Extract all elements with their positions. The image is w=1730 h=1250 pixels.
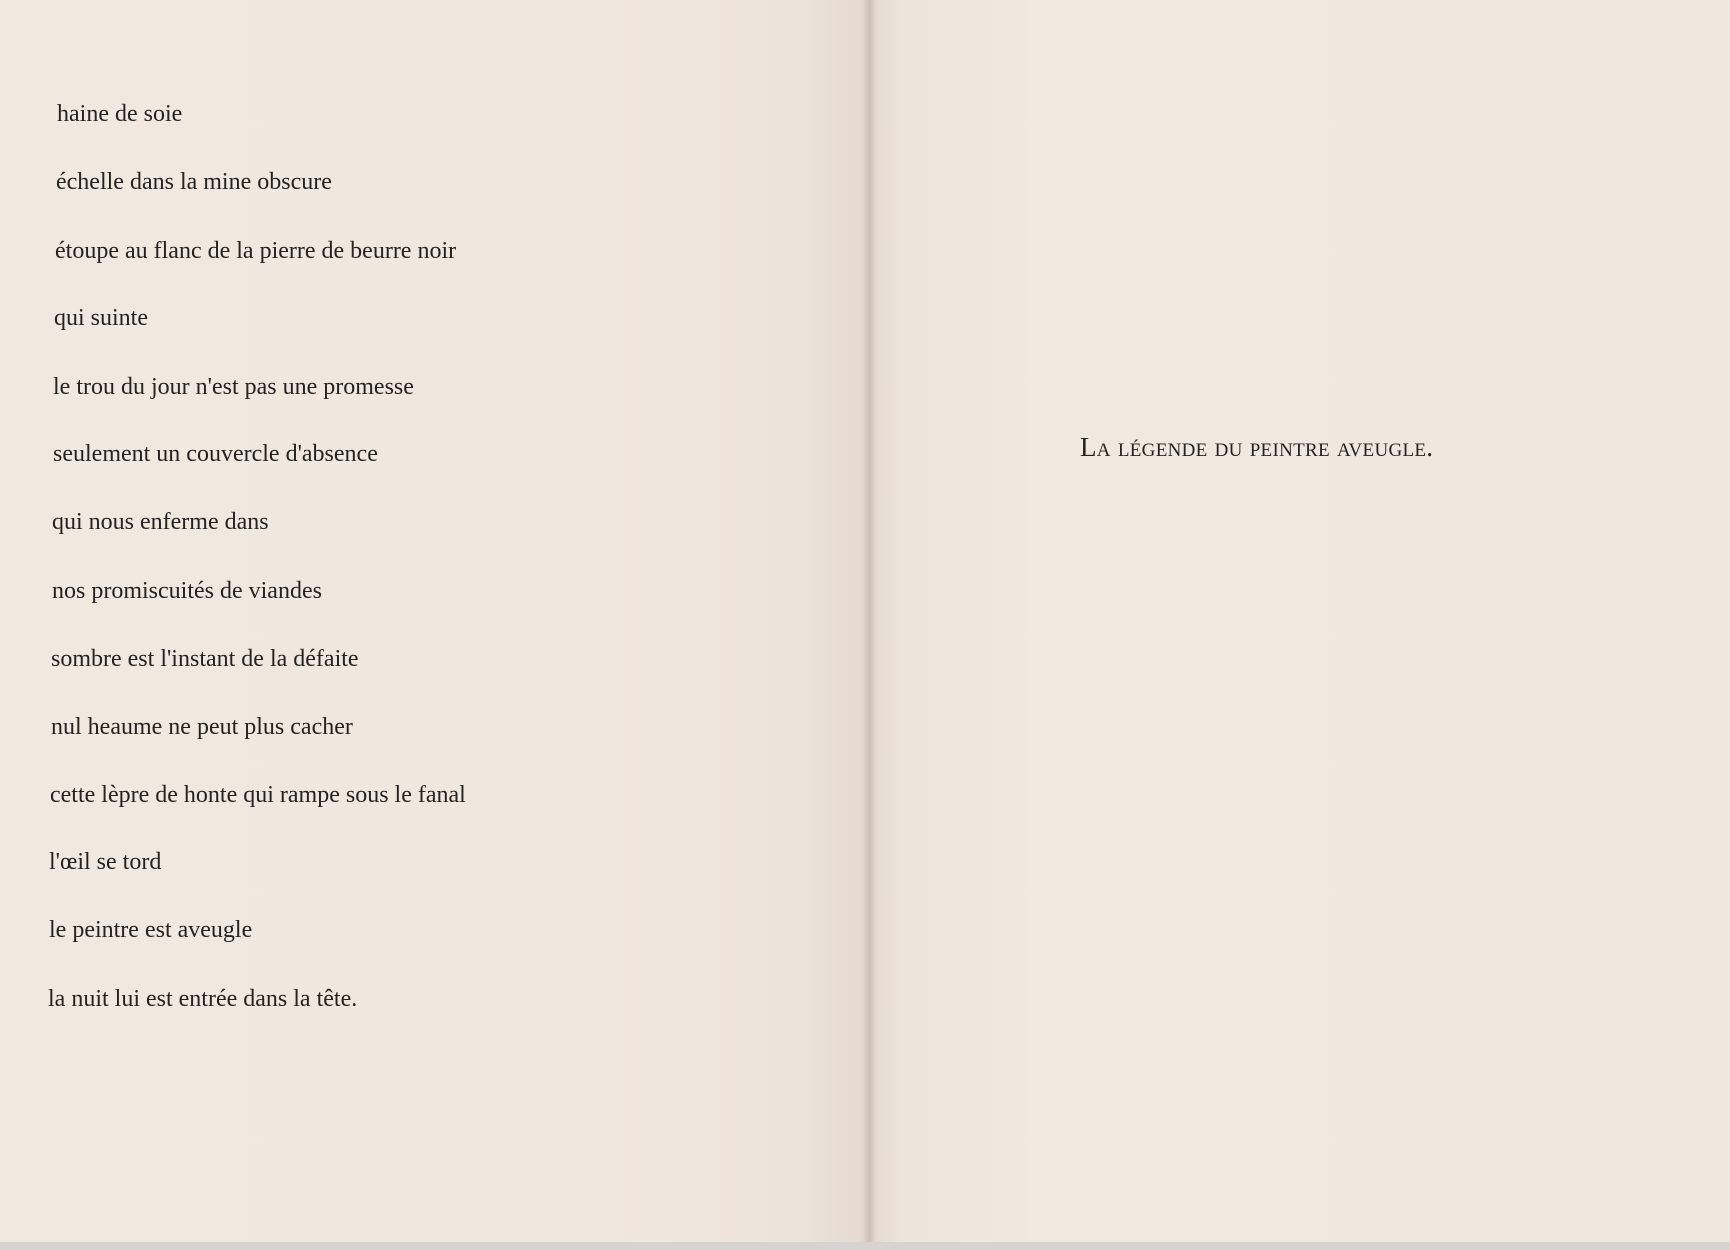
- poem-line: qui nous enferme dans: [52, 509, 269, 535]
- poem-line: seulement un couvercle d'absence: [53, 441, 378, 467]
- poem-line: échelle dans la mine obscure: [56, 169, 332, 195]
- poem-line: sombre est l'instant de la défaite: [51, 646, 359, 672]
- poem-line: le peintre est aveugle: [49, 917, 253, 943]
- poem-line: qui suinte: [54, 305, 148, 331]
- poem-line: étoupe au flanc de la pierre de beurre noir: [55, 238, 457, 264]
- poem-line: la nuit lui est entrée dans la tête.: [48, 986, 358, 1012]
- section-title: La légende du peintre aveugle.: [1080, 432, 1434, 462]
- poem-line: cette lèpre de honte qui rampe sous le fanal: [50, 782, 466, 808]
- poem-line: le trou du jour n'est pas une promesse: [53, 374, 414, 400]
- poem-line: nul heaume ne peut plus cacher: [51, 714, 353, 740]
- book-gutter: [862, 0, 876, 1250]
- poem-line: l'œil se tord: [49, 849, 162, 875]
- page-bottom-edge: [0, 1242, 1730, 1250]
- poem-line: nos promiscuités de viandes: [52, 578, 322, 604]
- right-page: [868, 0, 1730, 1250]
- poem-line: haine de soie: [57, 101, 183, 127]
